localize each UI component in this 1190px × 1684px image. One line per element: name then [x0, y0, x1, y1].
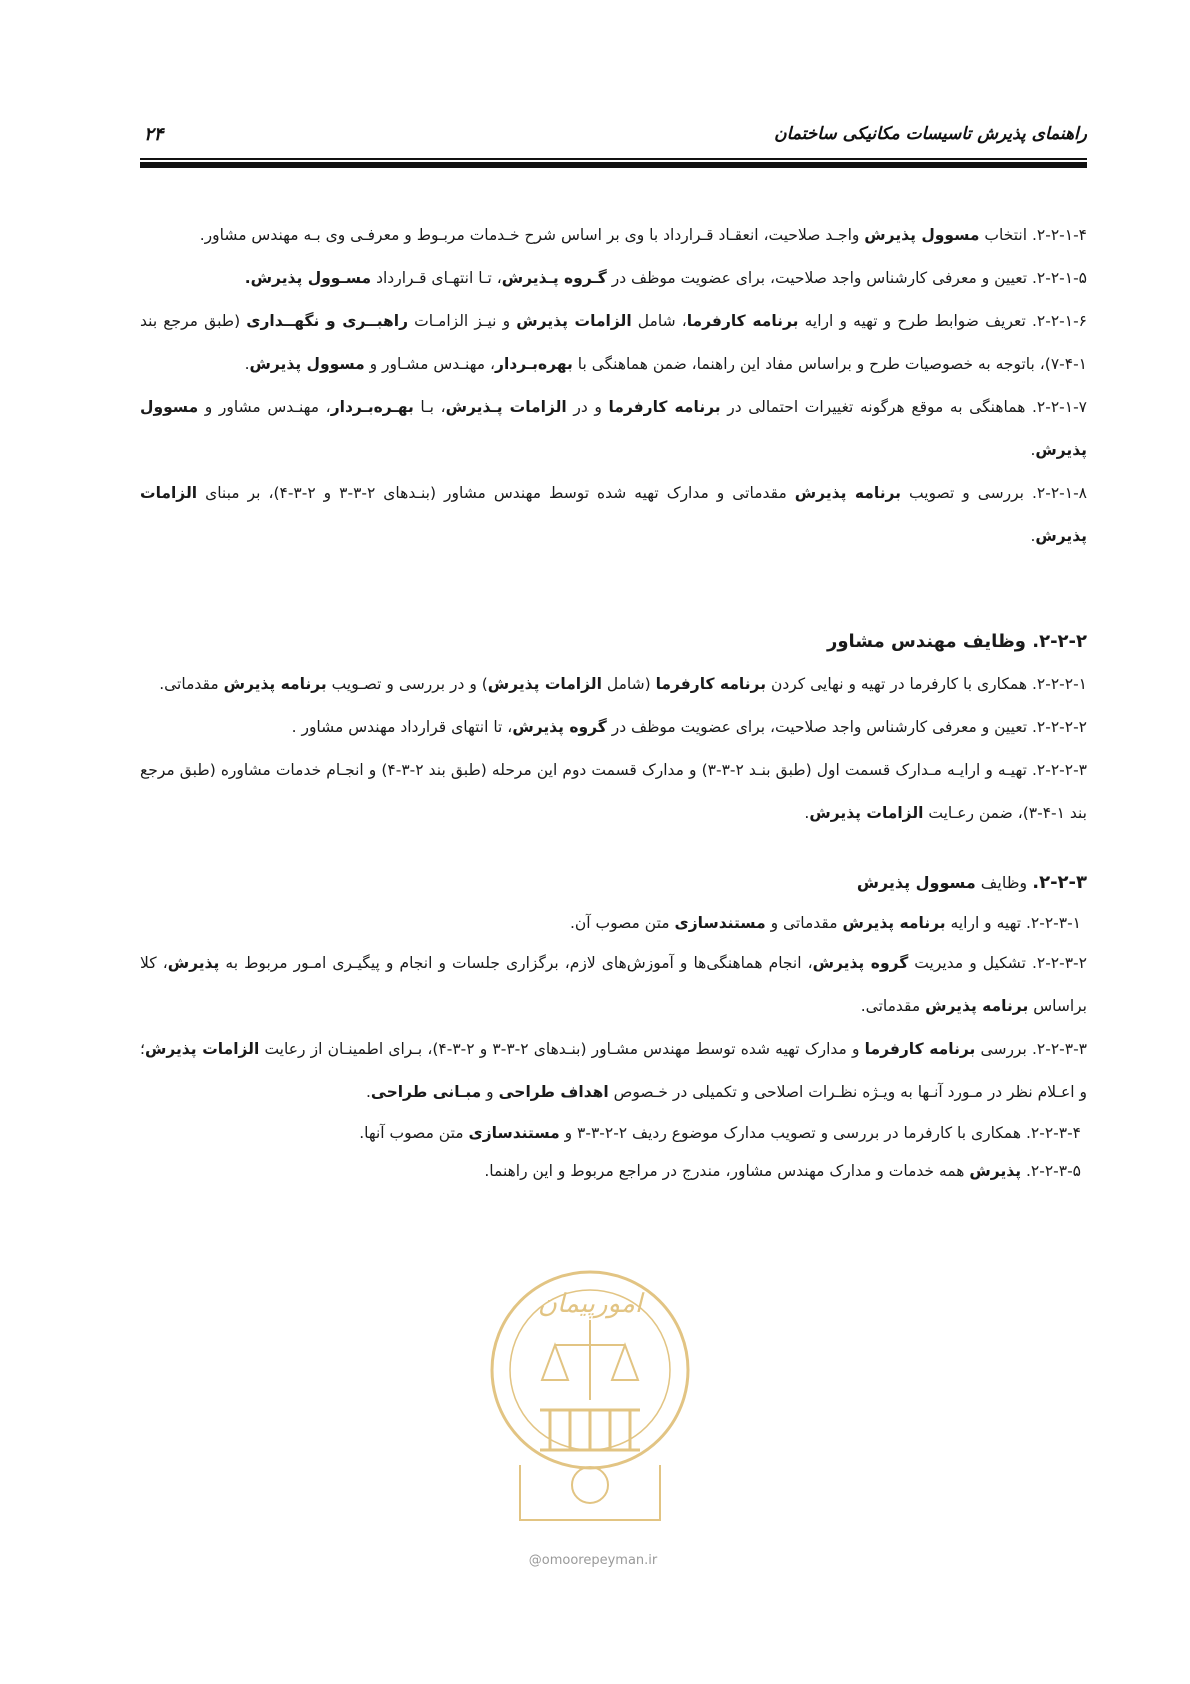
paragraph-2-2-3-4: ۲-۲-۳-۴. همکاری با کارفرما در بررسی و تصویب مدارک موضوع ردیف ۲-۲-۳-۳ و مستندسازی متن مصوب آنها.	[359, 1124, 1081, 1142]
paragraph-2-2-2-1: ۲-۲-۲-۱. همکاری با کارفرما در تهیه و نهایی کردن برنامه کارفرما (شامل الزامات پذیرش) و در بررسی و تصـویب برنامه پذیرش مقدماتی.	[159, 675, 1087, 693]
watermark-stamp-icon	[480, 1250, 700, 1550]
paragraph-2-2-1-8: ۲-۲-۱-۸. بررسی و تصویب برنامه پذیرش مقدماتی و مدارک تهیه شده توسط مهندس مشاور (بنـدهای ۲-۳-۳ و ۲-۳-۴)، بر مبنای الزامات پذیرش.	[140, 484, 1087, 545]
paragraph-2-2-1-7: ۲-۲-۱-۷. هماهنگی به موقع هرگونه تغییرات احتمالی در برنامه کارفرما و در الزامات پـذیرش، بـا بهـره‌بـردار، مهنـدس مشاور و مسوول پذیرش.	[140, 398, 1088, 459]
section-spacer	[140, 835, 1087, 861]
paragraph-2-2-3-5: ۲-۲-۳-۵. پذیرش همه خدمات و مدارک مهندس مشاور، مندرج در مراجع مربوط و این راهنما.	[484, 1162, 1081, 1180]
section-heading-2-2-3: ۲-۲-۳. وظایف مسوول پذیرش	[856, 872, 1087, 893]
watermark-site: @omoorepeyman.ir	[528, 1553, 658, 1568]
paragraph-2-2-1-5: ۲-۲-۱-۵. تعیین و معرفی کارشناس واجد صلاحیت، برای عضویت موظف در گـروه پـذیرش، تـا انتهـای قـرارداد مسـوول پذیرش.	[244, 269, 1087, 287]
paragraph-2-2-1-4: ۲-۲-۱-۴. انتخاب مسوول پذیرش واجـد صلاحیت، انعقـاد قـرارداد با وی بر اساس شرح خـدمات مربـوط و معرفـی وی بـه مهندس مشاور.	[199, 226, 1087, 244]
page-number: ۲۴	[144, 124, 164, 145]
section-spacer	[140, 558, 1087, 620]
document-body	[140, 214, 1087, 1190]
paragraph-2-2-3-1: ۲-۲-۳-۱. تهیه و ارایه برنامه پذیرش مقدماتی و مستندسازی متن مصوب آن.	[569, 914, 1081, 932]
paragraph-2-2-3-2: ۲-۲-۳-۲. تشکیل و مدیریت گروه پذیرش، انجام هماهنگی‌ها و آموزش‌های لازم، برگزاری جلسات و انجام و پیگیـری امـور مربوط به پذیرش، کلا براساس برنامه پذیرش مقدماتی.	[140, 954, 1087, 1015]
paragraph-2-2-2-3: ۲-۲-۲-۳. تهیـه و ارایـه مـدارک قسمت اول (طبق بنـد ۲-۳-۳) و مدارک قسمت دوم این مرحله (طبق بند ۲-۳-۴) و انجـام خدمات مشاوره (طبق مرجع بند ۱-۴-۳)، ضمن رعـایت الزامات پذیرش.	[140, 761, 1088, 822]
watermark-stamp-text: امورپیمان	[537, 1289, 643, 1319]
header-title: راهنمای پذیرش تاسیسات مکانیکی ساختمان	[774, 124, 1087, 144]
header-rule-thick	[140, 162, 1087, 168]
paragraph-2-2-3-3: ۲-۲-۳-۳. بررسی برنامه کارفرما و مدارک تهیه شده توسط مهندس مشـاور (بنـدهای ۲-۳-۳ و ۲-۳-۴)، بـرای اطمینـان از رعایت الزامات پذیرش؛ و اعـلام نظر در مـورد آنـها به ویـژه نظـرات اصلاحی و تکمیلی در خـصوص اهداف طراحی و مبـانی طراحی.	[140, 1040, 1087, 1101]
paragraph-2-2-2-2: ۲-۲-۲-۲. تعیین و معرفی کارشناس واجد صلاحیت، برای عضویت موظف در گروه پذیرش، تا انتهای قرارداد مهندس مشاور .	[291, 718, 1087, 736]
section-heading-2-2-2: ۲-۲-۲. وظایف مهندس مشاور	[826, 631, 1087, 652]
paragraph-2-2-1-6: ۲-۲-۱-۶. تعریف ضوابط طرح و تهیه و ارایه برنامه کارفرما، شامل الزامات پذیرش و نیـز الزامـات راهبــری و نگهــداری (طبق مرجع بند ۱-۴-۷)، باتوجه به خصوصیات طرح و براساس مفاد این راهنما، ضمن هماهنگی با بهره‌بـردار، مهنـدس مشـاور و مسوول پذیرش.	[140, 312, 1087, 373]
header-rule-thin	[140, 158, 1087, 160]
